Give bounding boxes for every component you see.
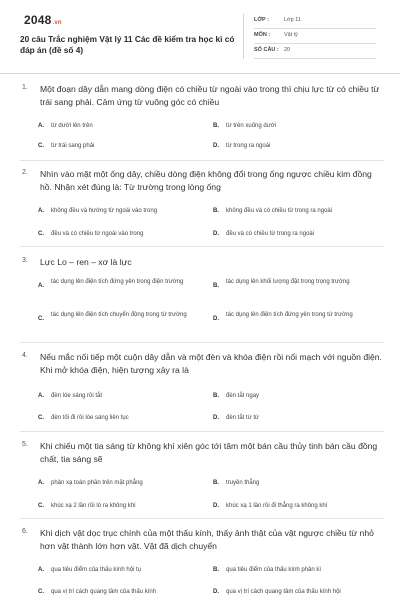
question-text: Khi dịch vật dọc trục chính của một thấu kính, thấy ảnh thật của vật ngược chiều từ nhỏ hơn vật thành lớn hơn vật. Vật đã dịch chuyển [40,528,374,551]
option-letter: B. [213,283,219,289]
option-letter: A. [38,480,44,486]
option-letter: D. [213,503,219,509]
option-text: qua tiêu điểm của thấu kính hội tụ [51,567,142,573]
question-divider [20,431,384,432]
option-letter: B. [213,393,219,399]
info-value-class: Lớp 11 [284,17,301,23]
question-divider [20,160,384,161]
option-text: đèn tắt từ từ [226,415,260,421]
option-letter: C. [38,589,44,595]
question-text: Nhìn vào mặt một ống dây, chiều dòng điện không đổi trong ống ngược chiều kim đồng hồ. Nhận xét đúng là: Từ trường trong lòng ống [40,169,372,192]
site-logo[interactable] [24,13,62,27]
option-text: qua tiêu điểm của thấu kính phân kì [226,567,322,573]
option-text: khúc xạ 1 lần rồi đi thẳng ra không khí [226,503,328,509]
option-letter: A. [38,123,44,129]
question-text: Lực Lo – ren – xơ là lực [40,257,132,267]
info-label-subject: MÔN : [254,32,271,38]
option-letter: D. [213,589,219,595]
info-value-count: 20 [284,47,291,53]
header-divider [243,14,244,59]
option-text: tác dụng lên điện tích đứng yên trong từ trường [226,312,353,318]
option-letter: A. [38,393,44,399]
question-number: 6. [22,528,28,535]
option-letter: D. [213,143,219,149]
logo-main: 2048 [24,13,52,27]
option-text: khúc xạ 2 lần rồi ló ra không khí [51,503,136,509]
option-text: không đều và có chiều từ trong ra ngoài [226,208,333,214]
info-row-subject [254,29,376,44]
option-text: truyền thẳng [226,480,260,486]
option-text: từ trái sang phải [51,143,95,149]
question-text: Một đoạn dây dẫn mang dòng điện có chiều từ ngoài vào trong thì chịu lực từ có chiều từ trái sang phải. Cảm ứng từ vuông góc có chiều [40,84,380,107]
question-number: 3. [22,257,28,264]
option-letter: D. [213,415,219,421]
question-number: 1. [22,84,28,91]
option-letter: C. [38,231,44,237]
option-letter: B. [213,208,219,214]
option-text: tác dụng lên điện tích đứng yên trong điện trường [51,279,184,285]
option-letter: D. [213,231,219,237]
option-letter: A. [38,208,44,214]
option-text: phản xạ toàn phần trên mặt phẳng [51,480,143,486]
question-divider [20,246,384,247]
info-label-count: SỐ CÂU : [254,47,279,53]
option-text: qua vị trí cách quang tâm của thấu kính hội [226,589,341,595]
info-value-subject: Vật lý [284,32,298,38]
option-letter: A. [38,567,44,573]
option-text: đều và có chiều từ trong ra ngoài [226,231,315,237]
question-text: Nếu mắc nối tiếp một cuộn dây dẫn và một đèn và khóa điện rồi nối mạch với nguồn điện. Khi mở khóa điện, hiện tượng xảy ra là [40,352,382,375]
question-number: 2. [22,169,28,176]
option-text: từ trên xuống dưới [226,123,276,129]
option-letter: B. [213,123,219,129]
logo-suffix: .vn [52,20,62,26]
option-letter: B. [213,567,219,573]
option-text: đèn tắt ngay [226,393,260,399]
option-letter: B. [213,480,219,486]
option-text: qua vị trí cách quang tâm của thấu kính [51,589,157,595]
question-divider [20,518,384,519]
document-title: 20 câu Trắc nghiệm Vật lý 11 Các đề kiểm tra học kì có đáp án (đề số 4) [20,34,235,55]
info-label-class: LỚP : [254,17,269,23]
option-text: đèn lóe sáng rồi tắt [51,393,103,399]
option-text: từ trong ra ngoài [226,143,271,149]
question-number: 4. [22,352,28,359]
option-text: từ dưới lên trên [51,123,93,129]
option-letter: C. [38,503,44,509]
option-text: tác dụng lên khối lượng đặt trong trọng trường [226,279,350,285]
question-number: 5. [22,441,28,448]
option-letter: C. [38,143,44,149]
question-divider [20,342,384,343]
option-text: đèn tối đi rồi lóe sáng liên tục [51,415,129,421]
option-text: đều và có chiều từ ngoài vào trong [51,231,144,237]
document-header [0,0,400,70]
option-letter: D. [213,316,219,322]
question-text: Khi chiếu một tia sáng từ không khí xiên góc tới tâm một bán cầu thủy tinh bán cầu đồng chất, tia sáng sẽ [40,441,378,464]
option-text: tác dụng lên điện tích chuyển động trong từ trường [51,312,187,318]
info-row-class [254,14,376,29]
option-text: không đều và hướng từ ngoài vào trong [51,208,158,214]
info-row-count [254,44,376,59]
header-separator [0,73,400,74]
option-letter: C. [38,415,44,421]
option-letter: A. [38,283,44,289]
option-letter: C. [38,316,44,322]
